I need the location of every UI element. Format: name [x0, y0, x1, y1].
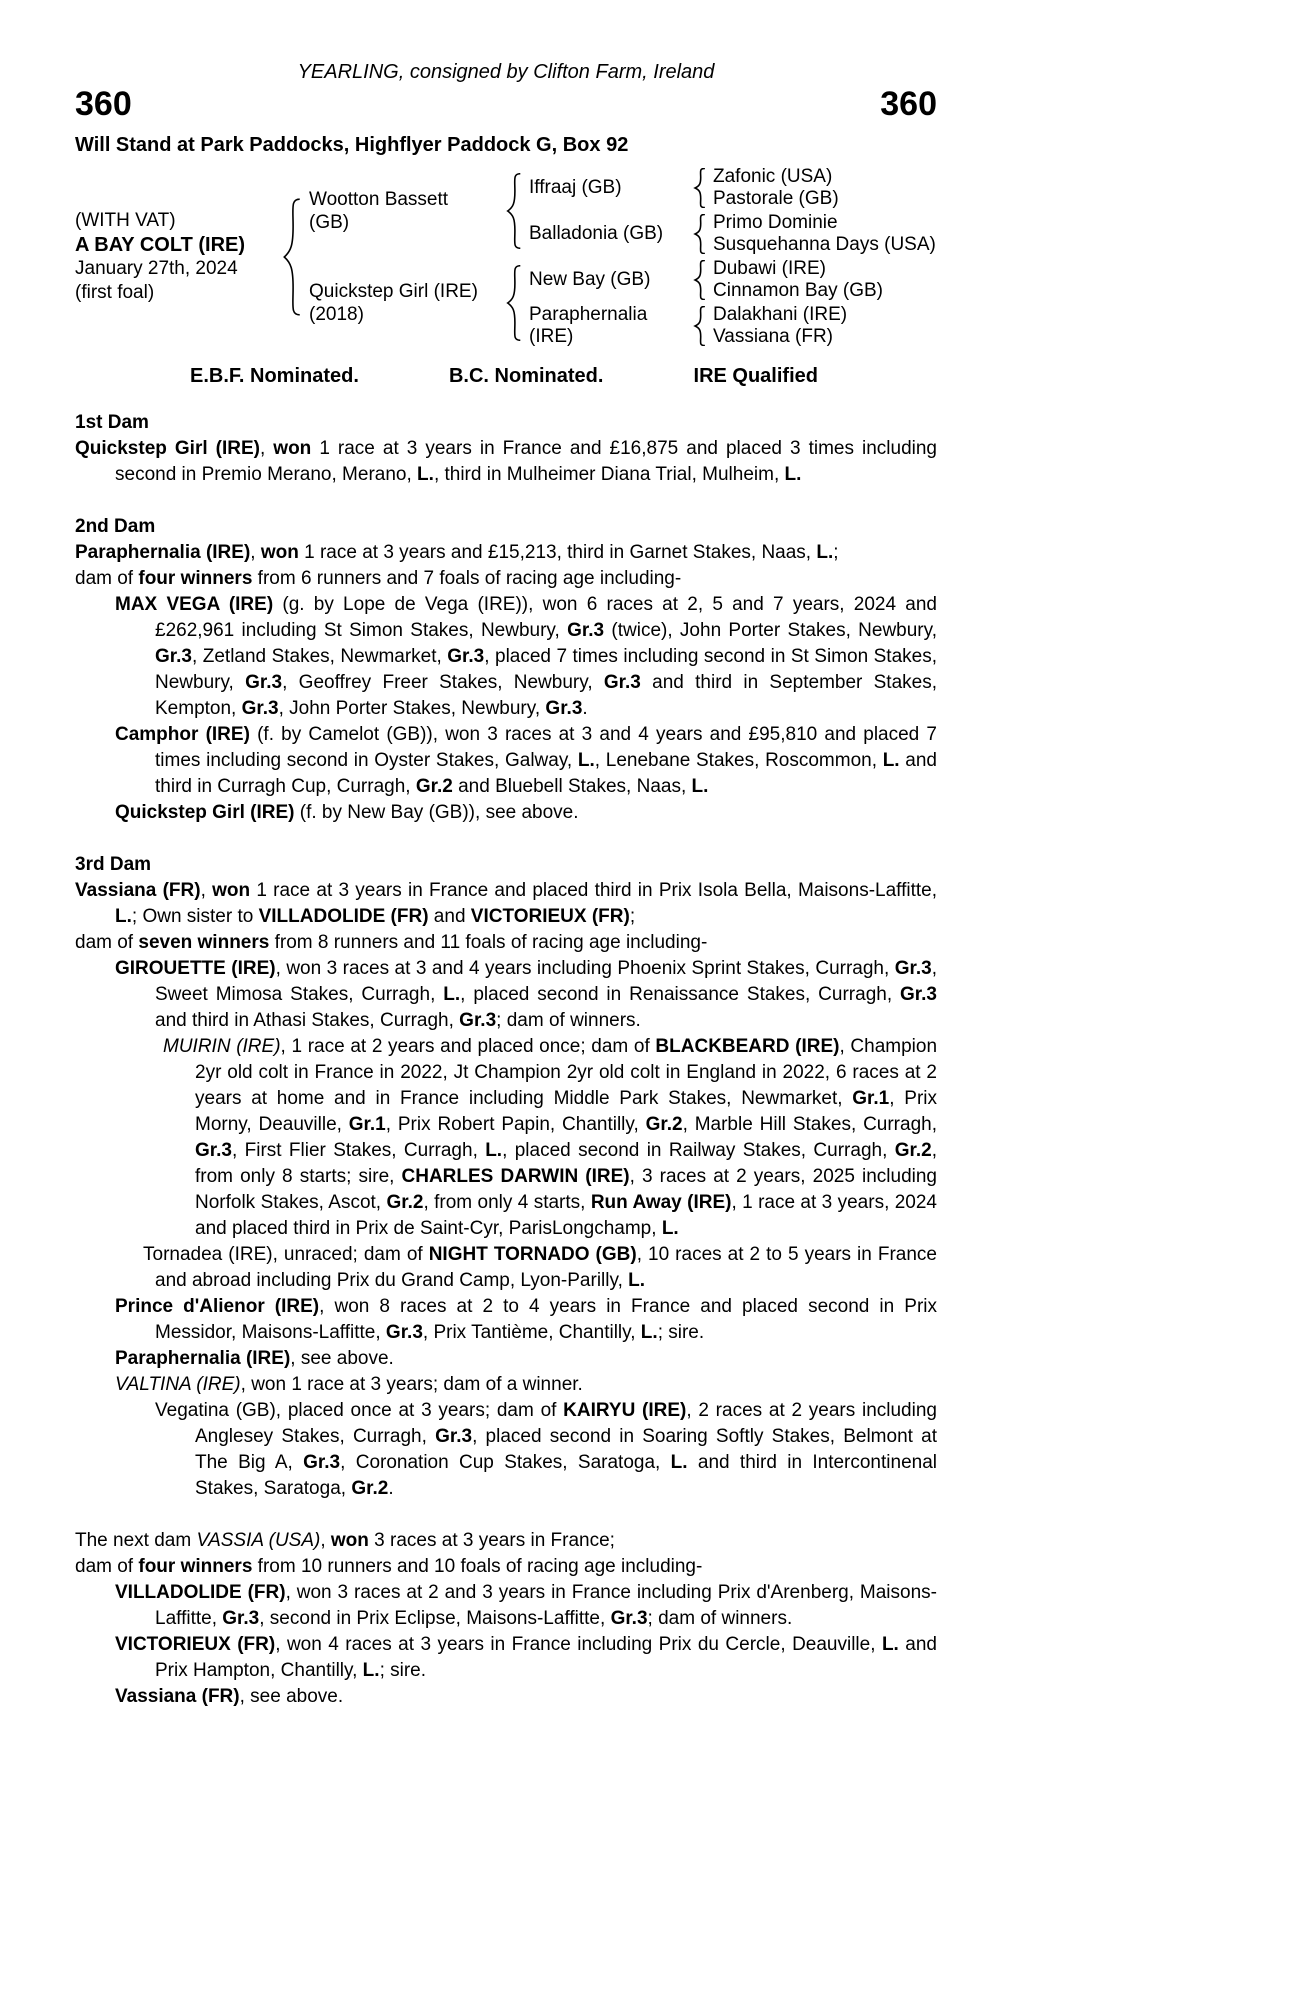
- text-segment: , placed second in Soaring Softly Stakes, Belmont at The Big A,: [195, 1426, 937, 1473]
- text-segment: L.: [115, 906, 132, 927]
- ebf-nomination: E.B.F. Nominated.: [190, 365, 359, 387]
- text-segment: , First Flier Stakes, Curragh,: [231, 1140, 486, 1161]
- brace-icon: [693, 260, 707, 300]
- dam-parents: [529, 257, 937, 349]
- lot-number-left: 360: [75, 85, 132, 123]
- text-segment: , 10 races at 2 to 5 years in France and abroad including Prix du Grand Camp, Lyon-Parilly,: [155, 1244, 937, 1291]
- catalogue-paragraph: [75, 592, 937, 722]
- colt-foal-note: (first foal): [75, 282, 155, 303]
- text-segment: L.: [816, 542, 834, 563]
- catalogue-paragraph: [75, 1580, 937, 1632]
- colt-details: [75, 209, 275, 305]
- text-segment: NIGHT TORNADO (GB): [428, 1244, 637, 1265]
- dam-section: [75, 1528, 937, 1710]
- text-segment: Gr.3: [603, 672, 641, 693]
- text-segment: , won 8 races at 2 to 4 years in France and placed second in Prix Messidor, Maisons-Laffitte,: [155, 1296, 937, 1343]
- text-segment: and third in September Stakes, Kempton,: [155, 672, 938, 719]
- text-segment: .: [388, 1478, 394, 1499]
- text-segment: VILLADOLIDE (FR): [115, 1582, 286, 1603]
- great-grandparents: [713, 212, 937, 256]
- text-segment: , from only 4 starts,: [423, 1192, 591, 1213]
- great-grandparents: [713, 166, 937, 210]
- text-segment: Gr.3: [567, 620, 605, 641]
- damsire-name: New Bay (GB): [529, 269, 651, 290]
- text-segment: MUIRIN (IRE): [163, 1036, 281, 1057]
- catalogue-paragraph: [75, 1528, 937, 1554]
- text-segment: Quickstep Girl (IRE): [75, 438, 260, 459]
- text-segment: four winners: [138, 1556, 253, 1577]
- text-segment: Tornadea (IRE), unraced; dam of: [143, 1244, 429, 1265]
- grandsire-name: Iffraaj (GB): [529, 177, 622, 198]
- text-segment: Gr.3: [241, 698, 279, 719]
- brace-icon: [505, 173, 523, 249]
- text-segment: ; dam of winners.: [647, 1608, 793, 1629]
- text-segment: dam of: [75, 568, 139, 589]
- pedigree-quarter: [529, 211, 937, 257]
- colt-foaling-date: January 27th, 2024: [75, 258, 238, 279]
- text-segment: (f. by New Bay (GB)), see above.: [294, 802, 579, 823]
- catalogue-paragraph: [75, 722, 937, 800]
- text-segment: and Bluebell Stakes, Naas,: [452, 776, 692, 797]
- ancestor-name: Dalakhani (IRE): [713, 304, 848, 325]
- text-segment: , won 3 races at 2 and 3 years in France including Prix d'Arenberg, Maisons-Laffitte,: [155, 1582, 937, 1629]
- catalogue-text: [75, 410, 937, 1710]
- text-segment: L.: [881, 1634, 899, 1655]
- text-segment: (g. by Lope de Vega (IRE)), won 6 races at 2, 5 and 7 years, 2024 and £262,961 including St Simon Stakes, Newbury,: [155, 594, 937, 641]
- text-segment: , John Porter Stakes, Newbury,: [278, 698, 546, 719]
- text-segment: (twice), John Porter Stakes, Newbury,: [604, 620, 937, 641]
- pedigree-quarter: [529, 257, 937, 303]
- dam-year: (2018): [309, 304, 364, 325]
- text-segment: Gr.3: [435, 1426, 473, 1447]
- text-segment: , third in Mulheimer Diana Trial, Mulheim,: [433, 464, 785, 485]
- text-segment: Prince d'Alienor (IRE): [115, 1296, 320, 1317]
- text-segment: , Prix Tantième, Chantilly,: [422, 1322, 641, 1343]
- brace-icon: [693, 306, 707, 346]
- catalogue-paragraph: [75, 956, 937, 1034]
- text-segment: The next dam: [75, 1530, 197, 1551]
- pedigree-generations: [309, 165, 937, 349]
- pedigree-table: [75, 165, 937, 349]
- text-segment: , Prix Robert Papin, Chantilly,: [385, 1114, 646, 1135]
- vat-note: (WITH VAT): [75, 210, 176, 231]
- lot-number-row: [75, 86, 937, 122]
- text-segment: Gr.3: [195, 1140, 232, 1161]
- text-segment: , second in Prix Eclipse, Maisons-Laffitte,: [259, 1608, 611, 1629]
- text-segment: ,: [320, 1530, 331, 1551]
- great-grandparents: [713, 258, 937, 302]
- text-segment: L.: [640, 1322, 658, 1343]
- text-segment: 1 race at 3 years in France and £16,875 and placed 3 times including second in Premio Merano, Merano,: [115, 438, 938, 485]
- text-segment: ;: [833, 542, 839, 563]
- text-segment: won: [260, 542, 299, 563]
- sire-name: [309, 188, 499, 234]
- sire-suffix: (GB): [309, 212, 350, 233]
- text-segment: , Champion 2yr old colt in France in 2022, Jt Champion 2yr old colt in England in 2022, 6 races at 2 years at home and in France including Middle Park Stakes, Newmarket,: [195, 1036, 938, 1109]
- text-segment: Paraphernalia (IRE): [75, 542, 251, 563]
- text-segment: , Coronation Cup Stakes, Saratoga,: [340, 1452, 671, 1473]
- text-segment: VICTORIEUX (FR): [115, 1634, 276, 1655]
- ancestor-name: Susquehanna Days (USA): [713, 234, 936, 255]
- text-segment: VICTORIEUX (FR): [470, 906, 630, 927]
- text-segment: from 6 runners and 7 foals of racing age including-: [252, 568, 682, 589]
- nominations-row: [190, 365, 818, 388]
- text-segment: Quickstep Girl (IRE): [115, 802, 295, 823]
- text-segment: L.: [628, 1270, 646, 1291]
- text-segment: Gr.1: [348, 1114, 386, 1135]
- consignor-line: YEARLING, consigned by Clifton Farm, Ireland: [297, 61, 715, 83]
- text-segment: , 3 races at 2 years, 2025 including Norfolk Stakes, Ascot,: [195, 1166, 937, 1213]
- text-segment: , placed second in Railway Stakes, Curragh,: [502, 1140, 895, 1161]
- text-segment: Gr.3: [245, 672, 283, 693]
- text-segment: L.: [443, 984, 461, 1005]
- text-segment: L.: [362, 1660, 380, 1681]
- text-segment: L.: [882, 750, 900, 771]
- text-segment: L.: [784, 464, 802, 485]
- text-segment: , 1 race at 2 years and placed once; dam of: [280, 1036, 656, 1057]
- text-segment: dam of: [75, 1556, 139, 1577]
- brace-icon: [693, 214, 707, 254]
- text-segment: KAIRYU (IRE): [563, 1400, 687, 1421]
- catalogue-paragraph: [75, 540, 937, 566]
- text-segment: Gr.3: [900, 984, 937, 1005]
- text-segment: 1 race at 3 years and £15,213, third in Garnet Stakes, Naas,: [298, 542, 817, 563]
- text-segment: dam of: [75, 932, 139, 953]
- text-segment: Gr.3: [447, 646, 485, 667]
- text-segment: .: [582, 698, 588, 719]
- text-segment: Gr.3: [385, 1322, 423, 1343]
- dam-name: [309, 280, 499, 326]
- colt-name: A BAY COLT (IRE): [75, 234, 246, 256]
- text-segment: , Prix Morny, Deauville,: [195, 1088, 937, 1135]
- text-segment: , Geoffrey Freer Stakes, Newbury,: [282, 672, 604, 693]
- text-segment: 1 race at 3 years in France and placed third in Prix Isola Bella, Maisons-Laffitte,: [250, 880, 937, 901]
- text-segment: , won 1 race at 3 years; dam of a winner.: [240, 1374, 583, 1395]
- catalogue-paragraph: [75, 1398, 937, 1502]
- text-segment: and third in Athasi Stakes, Curragh,: [155, 1010, 460, 1031]
- bc-nomination: B.C. Nominated.: [448, 365, 604, 387]
- text-segment: and Prix Hampton, Chantilly,: [155, 1634, 937, 1681]
- pedigree-quarter: [529, 165, 937, 211]
- catalogue-paragraph: [75, 1242, 937, 1294]
- text-segment: (f. by Camelot (GB)), won 3 races at 3 and 4 years and £95,810 and placed 7 times including second in Oyster Stakes, Galway,: [155, 724, 937, 771]
- text-segment: Vassiana (FR): [115, 1686, 240, 1707]
- ancestor-name: Vassiana (FR): [713, 326, 834, 347]
- ancestor-name: Primo Dominie: [713, 212, 838, 233]
- text-segment: ,: [200, 880, 213, 901]
- text-segment: Gr.2: [351, 1478, 389, 1499]
- text-segment: and third in Curragh Cup, Curragh,: [155, 750, 937, 797]
- text-segment: Run Away (IRE): [590, 1192, 732, 1213]
- text-segment: GIROUETTE (IRE): [115, 958, 276, 979]
- ancestor-name: Zafonic (USA): [713, 166, 833, 187]
- catalogue-paragraph: [75, 1346, 937, 1372]
- text-segment: and: [428, 906, 471, 927]
- text-segment: Gr.3: [610, 1608, 648, 1629]
- catalogue-paragraph: [75, 1372, 937, 1398]
- ire-qualified: IRE Qualified: [693, 365, 818, 387]
- text-segment: Paraphernalia (IRE): [115, 1348, 291, 1369]
- text-segment: , Marble Hill Stakes, Curragh,: [682, 1114, 937, 1135]
- text-segment: , won 3 races at 3 and 4 years including Phoenix Sprint Stakes, Curragh,: [275, 958, 895, 979]
- catalogue-paragraph: [75, 566, 937, 592]
- text-segment: BLACKBEARD (IRE): [655, 1036, 840, 1057]
- text-segment: ,: [259, 438, 274, 459]
- text-segment: L.: [417, 464, 434, 485]
- dam-heading: 1st Dam: [75, 412, 149, 433]
- text-segment: 3 races at 3 years in France;: [368, 1530, 615, 1551]
- text-segment: MAX VEGA (IRE): [115, 594, 274, 615]
- sire-parents: [529, 165, 937, 257]
- text-segment: , won 4 races at 3 years in France including Prix du Cercle, Deauville,: [275, 1634, 882, 1655]
- ancestor-name: Dubawi (IRE): [713, 258, 826, 279]
- text-segment: VILLADOLIDE (FR): [258, 906, 429, 927]
- catalogue-paragraph: [75, 1034, 937, 1242]
- text-segment: , placed 7 times including second in St Simon Stakes, Newbury,: [155, 646, 937, 693]
- text-segment: Gr.3: [222, 1608, 260, 1629]
- text-segment: , see above.: [290, 1348, 394, 1369]
- text-segment: L.: [661, 1218, 679, 1239]
- granddam-name: Balladonia (GB): [529, 223, 664, 244]
- text-segment: VASSIA (USA): [196, 1530, 321, 1551]
- text-segment: Gr.2: [386, 1192, 424, 1213]
- text-segment: CHARLES DARWIN (IRE): [401, 1166, 630, 1187]
- text-segment: Vegatina (GB), placed once at 3 years; dam of: [155, 1400, 564, 1421]
- text-segment: from 10 runners and 10 foals of racing age including-: [252, 1556, 703, 1577]
- catalogue-paragraph: [75, 930, 937, 956]
- text-segment: , from only 8 starts; sire,: [195, 1140, 937, 1187]
- dam-section: [75, 852, 937, 1502]
- text-segment: Gr.3: [459, 1010, 497, 1031]
- text-segment: ; sire.: [657, 1322, 705, 1343]
- pedigree-quarter: [529, 303, 937, 349]
- second-dam-name: Paraphernalia (IRE): [529, 304, 648, 347]
- ancestor-name: Pastorale (GB): [713, 188, 839, 209]
- text-segment: won: [273, 438, 312, 459]
- brace-icon: [281, 198, 303, 316]
- text-segment: Gr.2: [894, 1140, 932, 1161]
- text-segment: won: [330, 1530, 369, 1551]
- text-segment: from 8 runners and 11 foals of racing age including-: [269, 932, 708, 953]
- text-segment: Gr.3: [303, 1452, 341, 1473]
- page-content: [75, 60, 937, 1710]
- dam-section: [75, 514, 937, 826]
- catalogue-paragraph: [75, 1684, 937, 1710]
- catalogue-paragraph: [75, 800, 937, 826]
- text-segment: L.: [670, 1452, 688, 1473]
- sire-name-line: Wootton Bassett: [309, 189, 449, 210]
- sire-half: [309, 165, 937, 257]
- catalogue-paragraph: [75, 1554, 937, 1580]
- text-segment: Gr.2: [645, 1114, 683, 1135]
- text-segment: Gr.3: [155, 646, 192, 667]
- text-segment: L.: [577, 750, 595, 771]
- text-segment: ; Own sister to: [131, 906, 259, 927]
- text-segment: Gr.3: [894, 958, 932, 979]
- dam-name-line: Quickstep Girl (IRE): [309, 281, 478, 302]
- stand-location-line: Will Stand at Park Paddocks, Highflyer Paddock G, Box 92: [75, 134, 629, 156]
- catalogue-paragraph: [75, 1632, 937, 1684]
- brace-icon: [505, 265, 523, 341]
- text-segment: , 2 races at 2 years including Anglesey Stakes, Curragh,: [195, 1400, 937, 1447]
- text-segment: Vassiana (FR): [75, 880, 201, 901]
- catalogue-paragraph: [75, 436, 937, 488]
- text-segment: four winners: [138, 568, 253, 589]
- great-grandparents: [713, 304, 937, 348]
- dam-heading: 3rd Dam: [75, 854, 152, 875]
- text-segment: Gr.1: [852, 1088, 890, 1109]
- text-segment: L.: [691, 776, 709, 797]
- text-segment: won: [212, 880, 251, 901]
- text-segment: VALTINA (IRE): [115, 1374, 241, 1395]
- dam-half: [309, 257, 937, 349]
- text-segment: ;: [629, 906, 636, 927]
- text-segment: Gr.2: [415, 776, 453, 797]
- text-segment: , placed second in Renaissance Stakes, Curragh,: [460, 984, 901, 1005]
- text-segment: ,: [250, 542, 261, 563]
- catalogue-paragraph: [75, 878, 937, 930]
- text-segment: and third in Intercontinenal Stakes, Saratoga,: [195, 1452, 937, 1499]
- text-segment: seven winners: [138, 932, 270, 953]
- text-segment: L.: [485, 1140, 503, 1161]
- text-segment: , Lenebane Stakes, Roscommon,: [594, 750, 883, 771]
- text-segment: Camphor (IRE): [115, 724, 250, 745]
- text-segment: ; sire.: [379, 1660, 427, 1681]
- brace-icon: [693, 168, 707, 208]
- ancestor-name: Cinnamon Bay (GB): [713, 280, 884, 301]
- text-segment: , see above.: [239, 1686, 344, 1707]
- text-segment: , Zetland Stakes, Newmarket,: [191, 646, 448, 667]
- dam-section: [75, 410, 937, 488]
- text-segment: , 1 race at 3 years, 2024 and placed third in Prix de Saint-Cyr, ParisLongchamp,: [195, 1192, 938, 1239]
- dam-heading: 2nd Dam: [75, 516, 156, 537]
- lot-number-right: 360: [880, 85, 937, 123]
- catalogue-paragraph: [75, 1294, 937, 1346]
- text-segment: Gr.3: [545, 698, 583, 719]
- text-segment: ; dam of winners.: [496, 1010, 641, 1031]
- text-segment: , Sweet Mimosa Stakes, Curragh,: [155, 958, 937, 1005]
